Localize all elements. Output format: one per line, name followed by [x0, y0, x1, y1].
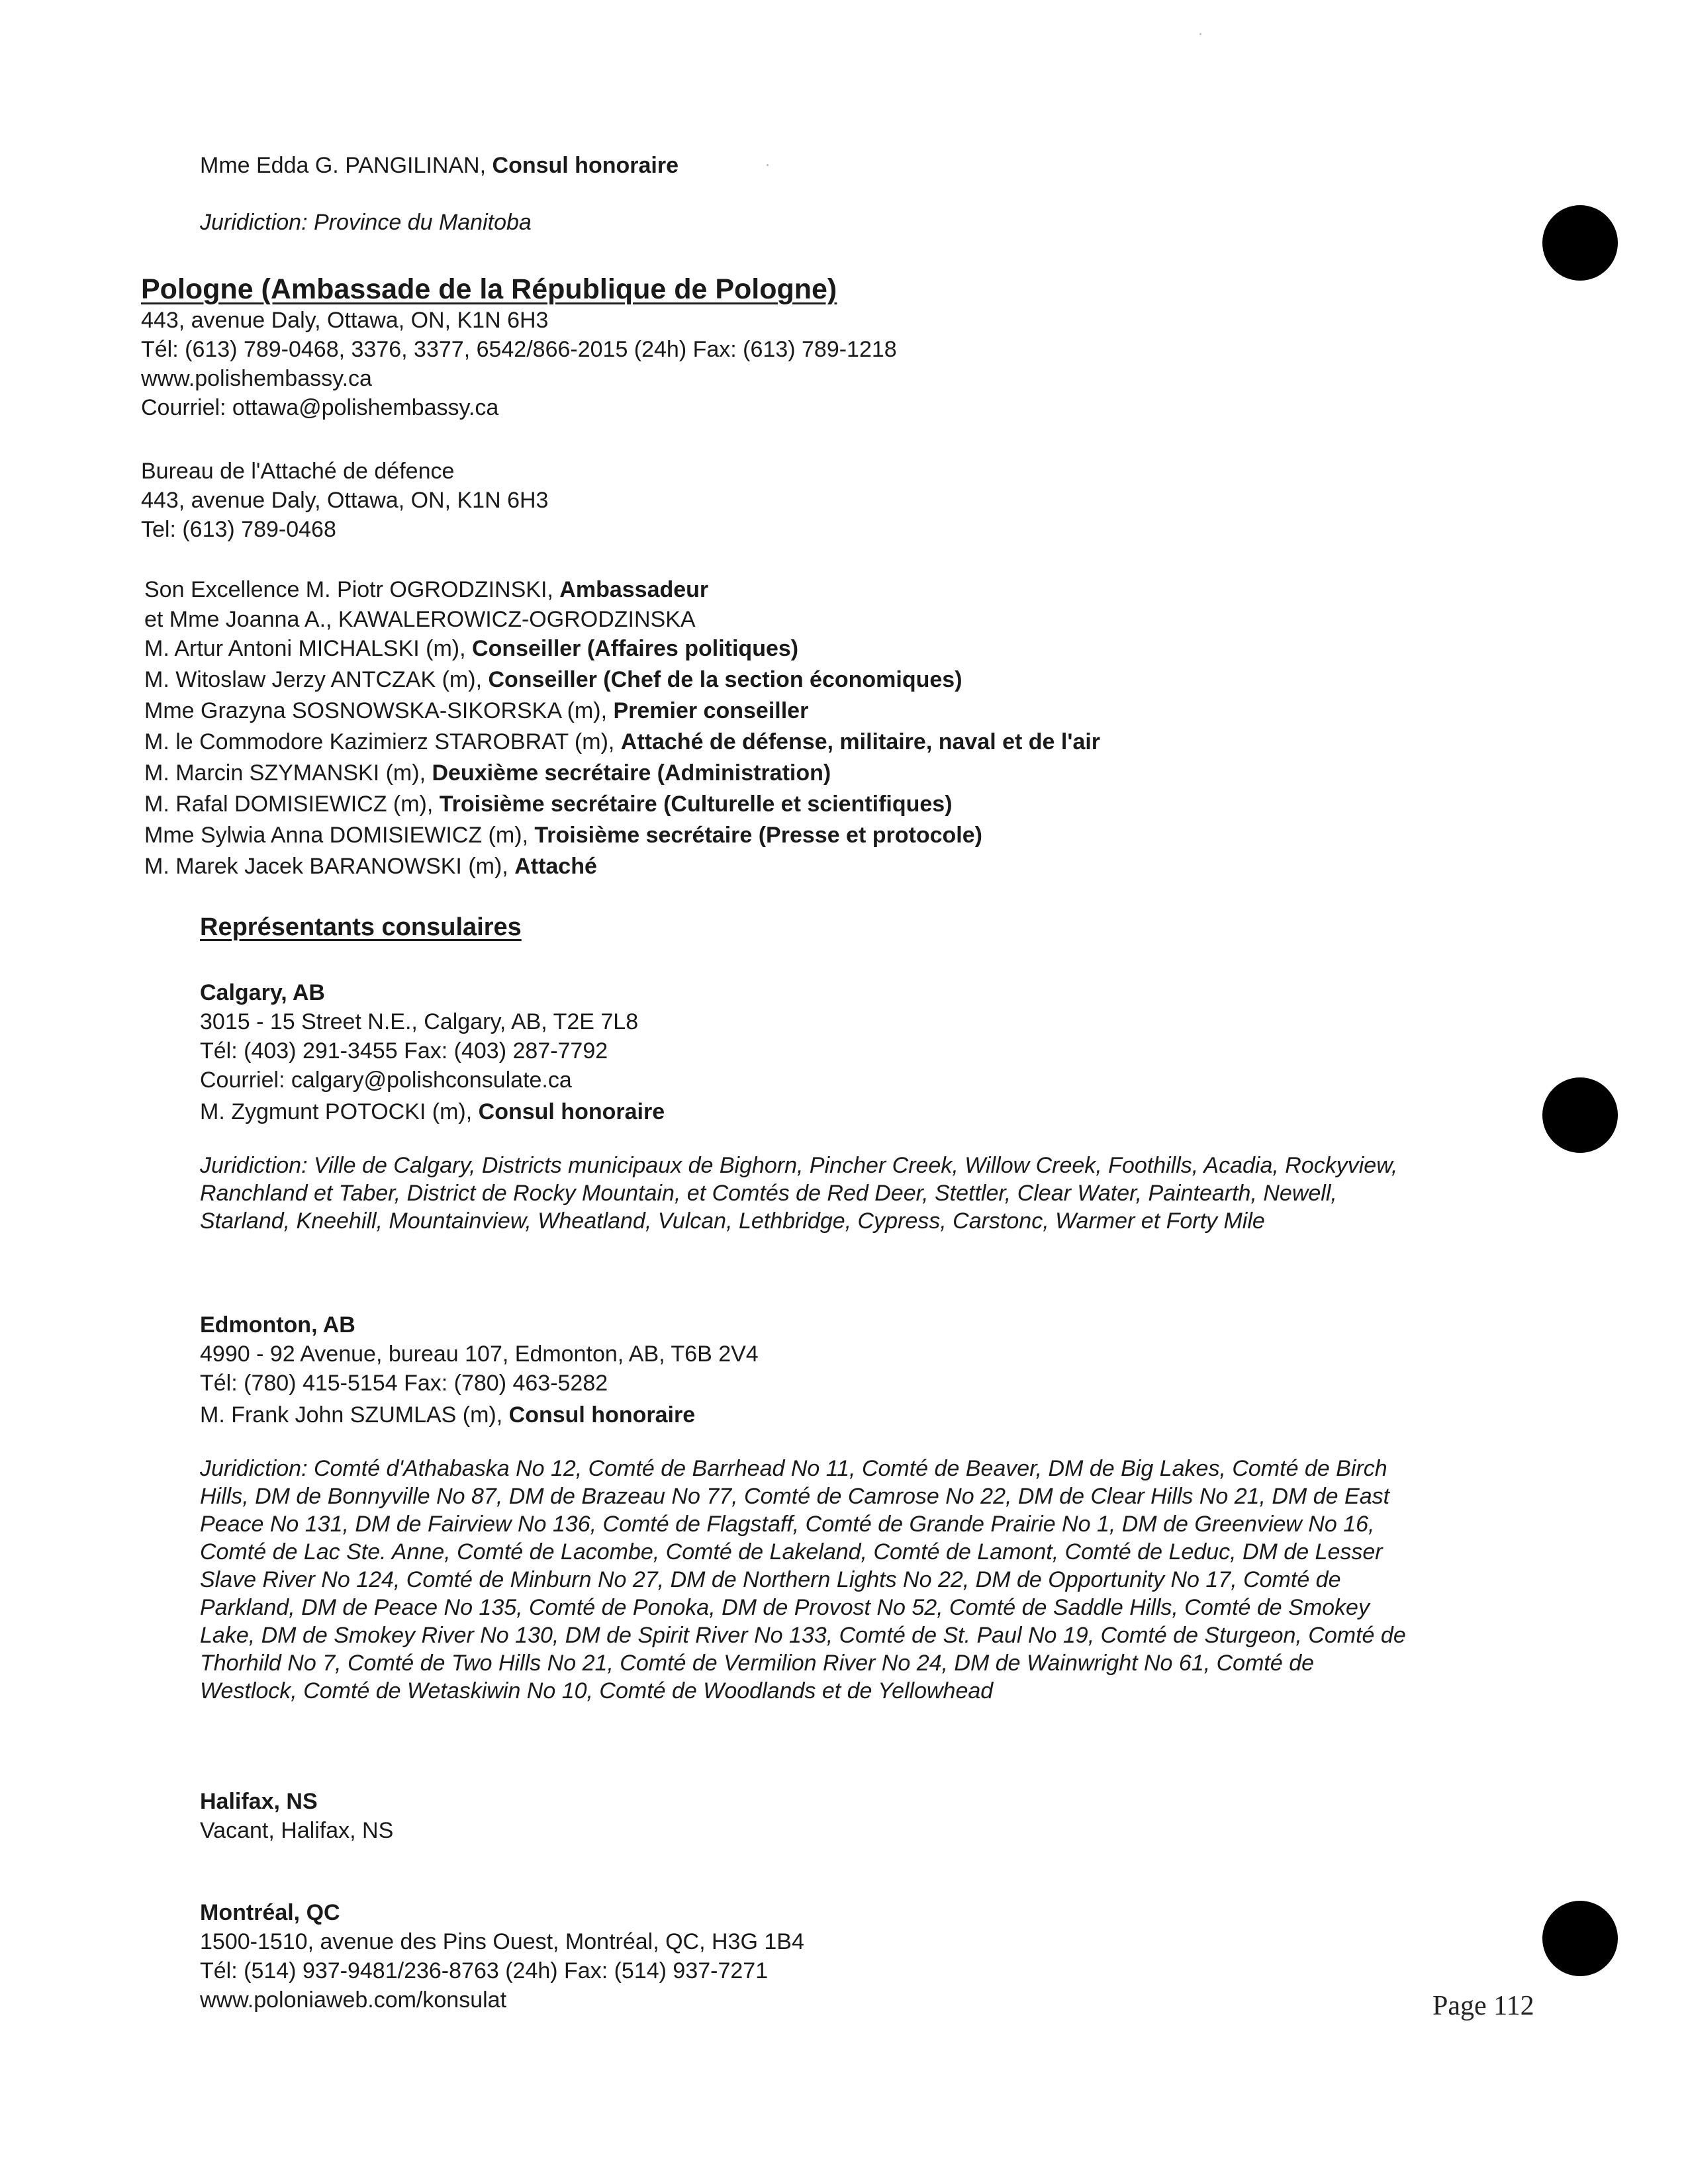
- staff-title: Troisième secrétaire (Culturelle et scientifiques): [439, 792, 953, 817]
- staff-name: M. Artur Antoni MICHALSKI (m),: [144, 636, 473, 661]
- jurisdiction-line: Comté de Lac Ste. Anne, Comté de Lacombe, Comté de Lakeland, Comté de Lamont, Comté de Leduc, DM de Lesser: [200, 1539, 1383, 1565]
- punch-hole-top: [1542, 205, 1618, 281]
- embassy-phone: Tél: (613) 789-0468, 3376, 3377, 6542/866-2015 (24h) Fax: (613) 789-1218: [141, 337, 897, 362]
- defence-office-title: Bureau de l'Attaché de défence: [141, 459, 455, 484]
- consul-name: M. Zygmunt POTOCKI (m),: [200, 1099, 479, 1124]
- city-heading: Edmonton, AB: [200, 1312, 355, 1338]
- jurisdiction-line: Juridiction: Comté d'Athabaska No 12, Comté de Barrhead No 11, Comté de Beaver, DM de Big Lakes, Comté de Birch: [200, 1456, 1387, 1481]
- jurisdiction-line: Slave River No 124, Comté de Minburn No 27, DM de Northern Lights No 22, DM de Opportunity No 17, Comté de: [200, 1567, 1341, 1592]
- staff-title: Attaché: [514, 854, 597, 879]
- jurisdiction-text: Juridiction: Province du Manitoba: [200, 210, 532, 235]
- staff-title: Ambassadeur: [559, 577, 709, 602]
- montreal-website: www.poloniaweb.com/konsulat: [200, 1987, 507, 2013]
- halifax-address: Vacant, Halifax, NS: [200, 1818, 394, 1843]
- staff-line: [144, 664, 1100, 696]
- staff-name: Mme Sylwia Anna DOMISIEWICZ (m),: [144, 823, 535, 848]
- staff-line: [144, 574, 1100, 606]
- staff-name: M. Marcin SZYMANSKI (m),: [144, 760, 432, 786]
- jurisdiction-line: Juridiction: Ville de Calgary, Districts municipaux de Bighorn, Pincher Creek, Willow Creek, Foothills, Acadia, Rockyview,: [200, 1153, 1398, 1178]
- scan-speck: [1199, 33, 1201, 35]
- jurisdiction-line: Starland, Kneehill, Mountainview, Wheatland, Vulcan, Lethbridge, Cypress, Carstonc, Warmer et Forty Mile: [200, 1208, 1265, 1234]
- jurisdiction-line: Westlock, Comté de Wetaskiwin No 10, Comté de Woodlands et de Yellowhead: [200, 1678, 994, 1704]
- edmonton-phone: Tél: (780) 415-5154 Fax: (780) 463-5282: [200, 1371, 608, 1396]
- jurisdiction-line: Ranchland et Taber, District de Rocky Mountain, et Comtés de Red Deer, Stettler, Clear Water, Paintearth, Newell,: [200, 1181, 1337, 1206]
- calgary-phone: Tél: (403) 291-3455 Fax: (403) 287-7792: [200, 1038, 608, 1064]
- montreal-phone: Tél: (514) 937-9481/236-8763 (24h) Fax: (514) 937-7271: [200, 1958, 769, 1983]
- consul-title: Consul honoraire: [492, 153, 679, 178]
- embassy-website: www.polishembassy.ca: [141, 366, 372, 391]
- montreal-section: [200, 1898, 804, 2015]
- edmonton-jurisdiction: [200, 1455, 1597, 1705]
- city-heading: Halifax, NS: [200, 1789, 318, 1814]
- scan-speck: [767, 164, 769, 166]
- defence-office-section: [141, 457, 548, 544]
- defence-office-address: 443, avenue Daly, Ottawa, ON, K1N 6H3: [141, 488, 549, 513]
- calgary-section: [200, 978, 1597, 1235]
- staff-line: [144, 820, 1100, 851]
- defence-office-phone: Tel: (613) 789-0468: [141, 517, 336, 542]
- city-heading: Montréal, QC: [200, 1900, 340, 1925]
- staff-name: Mme Grazyna SOSNOWSKA-SIKORSKA (m),: [144, 698, 614, 723]
- jurisdiction-line: Lake, DM de Smokey River No 130, DM de Spirit River No 133, Comté de St. Paul No 19, Comté de Sturgeon, Comté de: [200, 1623, 1406, 1648]
- staff-line: [144, 789, 1100, 820]
- jurisdiction-line: Parkland, DM de Peace No 135, Comté de Ponoka, DM de Provost No 52, Comté de Saddle Hills, Comté de Smokey: [200, 1595, 1370, 1620]
- consul-name: Mme Edda G. PANGILINAN,: [200, 153, 492, 178]
- staff-name: M. Witoslaw Jerzy ANTCZAK (m),: [144, 667, 489, 692]
- staff-name: M. Rafal DOMISIEWICZ (m),: [144, 792, 440, 817]
- staff-line: [144, 851, 1100, 882]
- halifax-section: [200, 1787, 393, 1845]
- staff-name: M. le Commodore Kazimierz STAROBRAT (m),: [144, 729, 621, 754]
- embassy-email: Courriel: ottawa@polishembassy.ca: [141, 395, 499, 420]
- consul-title: Consul honoraire: [478, 1099, 665, 1124]
- staff-line: [144, 633, 1100, 664]
- embassy-title: Pologne (Ambassade de la République de Pologne): [141, 273, 837, 305]
- staff-line: [144, 727, 1100, 758]
- consul-line: [200, 151, 679, 180]
- jurisdiction-line: Hills, DM de Bonnyville No 87, DM de Brazeau No 77, Comté de Camrose No 22, DM de Clear Hills No 21, DM de East: [200, 1484, 1390, 1509]
- calgary-consul-line: [200, 1097, 1597, 1126]
- staff-line: [144, 606, 1100, 633]
- staff-line: [144, 696, 1100, 727]
- punch-hole-bottom: [1542, 1901, 1618, 1976]
- staff-title: Premier conseiller: [613, 698, 809, 723]
- embassy-section: [141, 273, 897, 422]
- staff-title: Troisième secrétaire (Presse et protocole): [534, 823, 982, 848]
- jurisdiction-line: Peace No 131, DM de Fairview No 136, Comté de Flagstaff, Comté de Grande Prairie No 1, DM de Greenview No 16,: [200, 1512, 1375, 1537]
- staff-name: Son Excellence M. Piotr OGRODZINSKI,: [144, 577, 560, 602]
- calgary-address: 3015 - 15 Street N.E., Calgary, AB, T2E 7L8: [200, 1009, 639, 1034]
- consul-title: Consul honoraire: [508, 1402, 696, 1428]
- staff-name: et Mme Joanna A., KAWALEROWICZ-OGRODZINSKA: [144, 607, 696, 632]
- staff-title: Conseiller (Affaires politiques): [472, 636, 799, 661]
- manitoba-consul-block: [200, 151, 679, 237]
- staff-list: [144, 574, 1100, 882]
- consular-heading: Représentants consulaires: [200, 913, 522, 941]
- consul-name: M. Frank John SZUMLAS (m),: [200, 1402, 509, 1428]
- edmonton-consul-line: [200, 1400, 1597, 1430]
- jurisdiction-line: Thorhild No 7, Comté de Two Hills No 21, Comté de Vermilion River No 24, DM de Wainwright No 61, Comté de: [200, 1651, 1315, 1676]
- staff-title: Conseiller (Chef de la section économiques): [488, 667, 962, 692]
- staff-title: Attaché de défense, militaire, naval et de l'air: [620, 729, 1101, 754]
- city-heading: Calgary, AB: [200, 980, 325, 1005]
- edmonton-address: 4990 - 92 Avenue, bureau 107, Edmonton, AB, T6B 2V4: [200, 1342, 759, 1367]
- staff-title: Deuxième secrétaire (Administration): [432, 760, 831, 786]
- embassy-address: 443, avenue Daly, Ottawa, ON, K1N 6H3: [141, 308, 549, 333]
- calgary-jurisdiction: [200, 1152, 1597, 1235]
- staff-line: [144, 758, 1100, 789]
- edmonton-section: [200, 1310, 1597, 1705]
- calgary-email: Courriel: calgary@polishconsulate.ca: [200, 1068, 572, 1093]
- montreal-address: 1500-1510, avenue des Pins Ouest, Montréal, QC, H3G 1B4: [200, 1929, 804, 1954]
- page-number: Page 112: [1432, 1991, 1534, 2021]
- staff-name: M. Marek Jacek BARANOWSKI (m),: [144, 854, 515, 879]
